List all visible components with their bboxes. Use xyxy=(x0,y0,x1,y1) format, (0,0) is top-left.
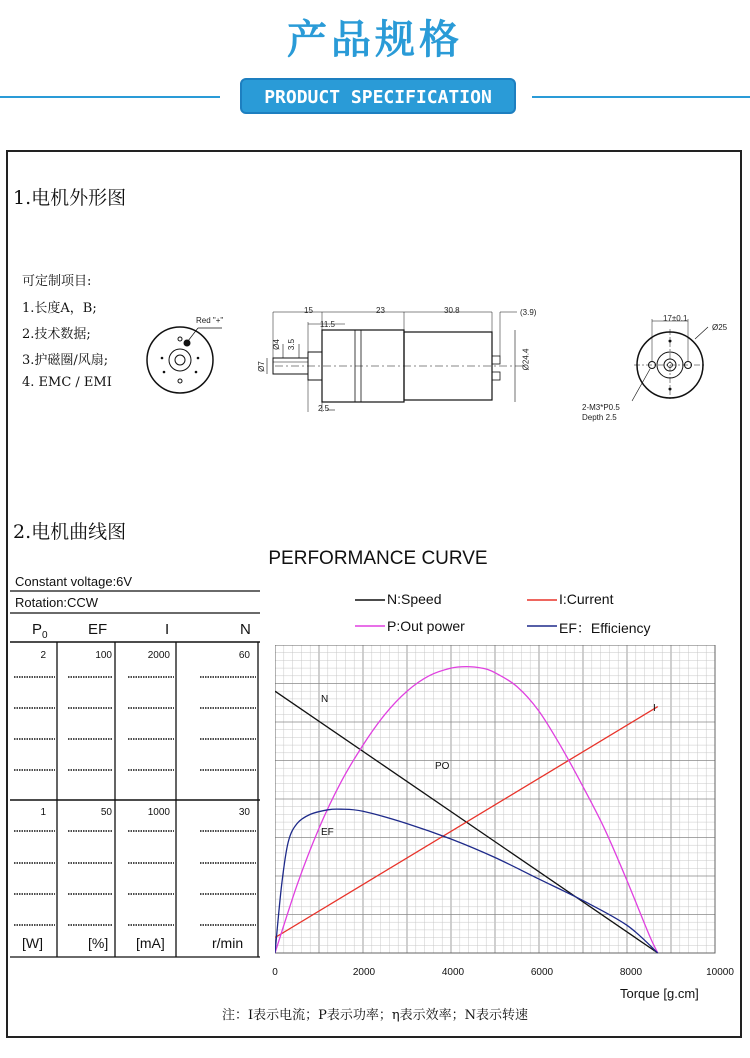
dim-17: 17±0.1 xyxy=(663,314,688,323)
screw-label: 2-M3*P0.5 xyxy=(582,403,620,412)
series-label-po: PO xyxy=(435,761,450,772)
series-label-n: N xyxy=(321,694,329,705)
dim-2-5: 2.5 xyxy=(318,404,330,413)
custom-item: 1.长度A，B; xyxy=(22,301,97,316)
screw-depth-label: Depth 2.5 xyxy=(582,413,617,422)
axis-header-i: I xyxy=(165,621,170,638)
legend-efficiency: EF：Efficiency xyxy=(559,620,651,636)
custom-item: 4. EMC / EMI xyxy=(22,375,112,390)
axis-header-n: N xyxy=(240,621,251,638)
unit-n: r/min xyxy=(212,935,244,951)
condition-voltage: Constant voltage:6V xyxy=(15,574,133,589)
ef-tick-mid: 50 xyxy=(100,807,112,818)
dim-30-8: 30.8 xyxy=(444,306,460,315)
dim-15: 15 xyxy=(304,306,313,315)
x-tick: 4000 xyxy=(441,967,465,978)
i-tick-mid: 1000 xyxy=(147,807,170,818)
i-tick-top: 2000 xyxy=(147,650,170,661)
x-tick: 6000 xyxy=(530,967,554,978)
page-title-cn: 产品规格 xyxy=(287,16,463,63)
dim-d7: Ø7 xyxy=(256,361,266,372)
dim-d24-4: Ø24.4 xyxy=(521,348,531,371)
dim-d25: Ø25 xyxy=(712,323,728,332)
section2-title: 2.电机曲线图 xyxy=(13,521,127,543)
header-rule-right xyxy=(532,96,750,98)
x-tick: 2000 xyxy=(352,967,376,978)
dim-3-9: (3.9) xyxy=(520,308,537,317)
performance-plot xyxy=(275,645,721,957)
legend-power: P:Out power xyxy=(387,618,465,634)
custom-item: 2.技术数据; xyxy=(22,327,91,342)
condition-rotation: Rotation:CCW xyxy=(15,595,99,610)
page-title-en: PRODUCT SPECIFICATION xyxy=(240,78,516,114)
unit-p0: [W] xyxy=(22,935,43,951)
dim-d4: Ø4 xyxy=(271,339,281,350)
axes-table-lines xyxy=(10,585,265,960)
x-tick: 8000 xyxy=(619,967,643,978)
x-tick: 10000 xyxy=(706,967,734,978)
legend-current: I:Current xyxy=(559,591,614,607)
series-label-ef: EF xyxy=(321,827,334,838)
n-tick-mid: 30 xyxy=(238,807,250,818)
p0-tick-mid: 1 xyxy=(40,807,46,818)
red-plus-label: Red "+" xyxy=(196,316,224,325)
header-rule-left xyxy=(0,96,220,98)
unit-i: [mA] xyxy=(136,935,165,951)
chart-title: PERFORMANCE CURVE xyxy=(268,548,488,569)
custom-title: 可定制项目: xyxy=(22,274,92,289)
motor-front-view xyxy=(140,310,260,410)
series-label-i: I xyxy=(653,703,656,714)
x-tick: 0 xyxy=(272,967,278,978)
unit-ef: [%] xyxy=(88,935,109,951)
section1-title: 1.电机外形图 xyxy=(13,187,127,209)
footnote: 注：I表示电流；P表示功率；η表示效率；N表示转速 xyxy=(221,1008,529,1023)
legend-speed: N:Speed xyxy=(387,591,442,607)
n-tick-top: 60 xyxy=(238,650,250,661)
dim-23: 23 xyxy=(376,306,385,315)
custom-item: 3.护磁圈/风扇; xyxy=(22,353,109,368)
dim-3-5: 3.5 xyxy=(287,338,297,351)
dim-11-5: 11.5 xyxy=(320,320,335,329)
axis-header-p0: $P_0$ xyxy=(32,621,48,641)
ef-tick-top: 100 xyxy=(95,650,112,661)
x-axis-label: Torque [g.cm] xyxy=(620,986,699,1001)
p0-tick-top: 2 xyxy=(40,650,46,661)
motor-side-view xyxy=(255,300,545,420)
axis-header-ef: EF xyxy=(88,621,108,638)
